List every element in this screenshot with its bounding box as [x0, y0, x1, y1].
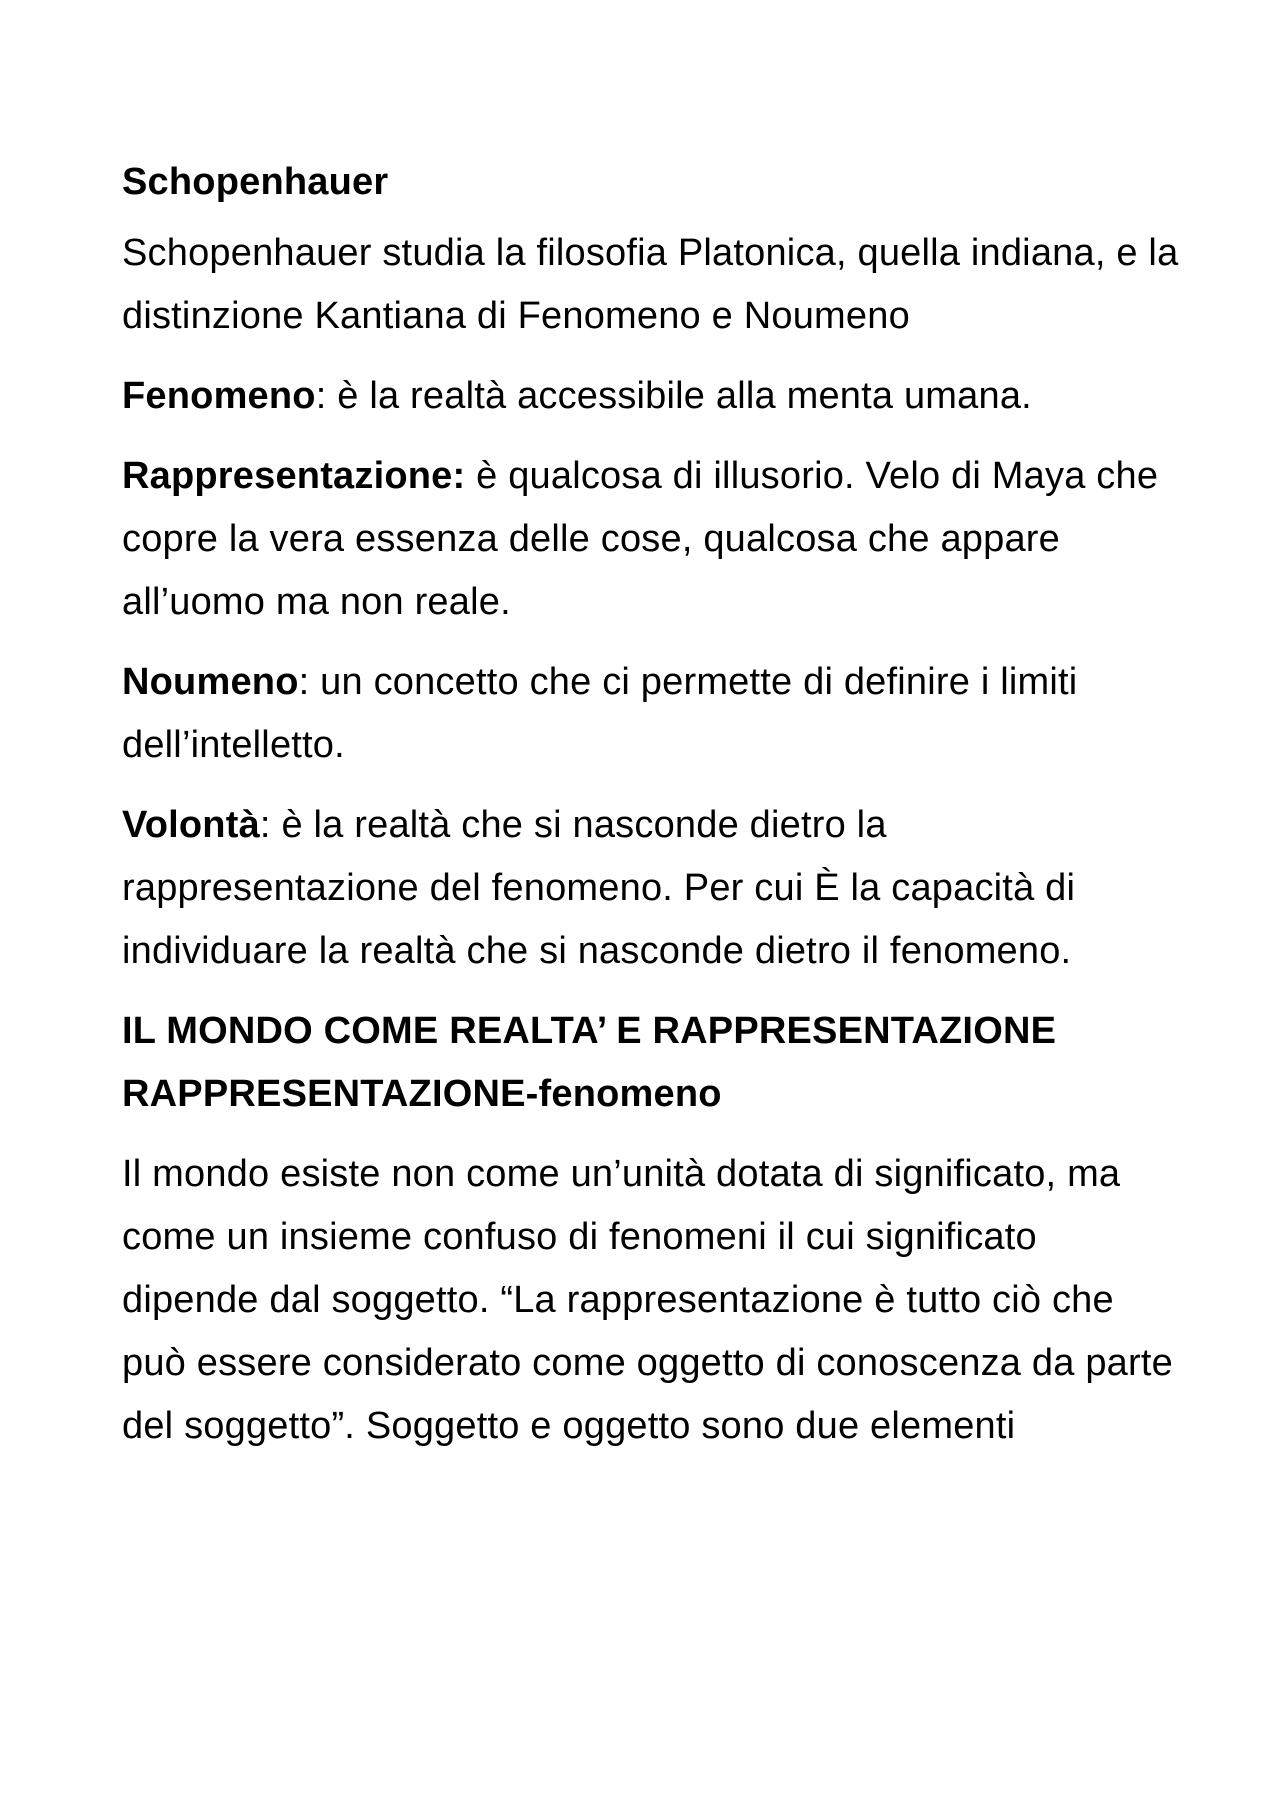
document-page — [122, 156, 1182, 1475]
definition-noumeno — [122, 651, 1182, 777]
definition-separator: : — [259, 804, 282, 846]
definition-text: un concetto che ci permette di definire i limiti dell’intelletto. — [122, 661, 1078, 766]
definition-fenomeno — [122, 365, 1182, 428]
intro-paragraph: Schopenhauer studia la filosofia Platonica, quella indiana, e la distinzione Kantiana di Fenomeno e Noumeno — [122, 232, 1179, 337]
definition-term: Noumeno — [122, 661, 299, 703]
definition-rappresentazione — [122, 445, 1182, 634]
definition-term: Volontà — [122, 804, 260, 846]
section-heading-line-2: RAPPRESENTAZIONE-fenomeno — [122, 1073, 722, 1115]
definition-separator — [465, 455, 476, 497]
section-heading-line-1: IL MONDO COME REALTA’ E RAPPRESENTAZIONE — [122, 1010, 1057, 1052]
definition-term: Rappresentazione: — [122, 455, 466, 497]
definition-separator: : — [315, 375, 338, 417]
section-heading — [122, 1000, 1182, 1126]
definition-text: è la realtà accessibile alla menta umana. — [337, 375, 1032, 417]
definition-separator: : — [298, 661, 321, 703]
definition-text: è la realtà che si nasconde dietro la rappresentazione del fenomeno. Per cui È la capacità di individuare la realtà che si nasconde dietro il fenomeno. — [122, 804, 1076, 972]
definition-volonta — [122, 794, 1182, 983]
document-title: Schopenhauer — [122, 161, 389, 203]
definition-text: è qualcosa di illusorio. Velo di Maya che copre la vera essenza delle cose, qualcosa che appare all’uomo ma non reale. — [122, 455, 1159, 623]
definition-term: Fenomeno — [122, 375, 316, 417]
section-paragraph: Il mondo esiste non come un’unità dotata di significato, ma come un insieme confuso di fenomeni il cui significato dipende dal soggetto. “La rappresentazione è tutto ciò che può essere considerato come oggetto di conoscenza da parte del soggetto”. Soggetto e oggetto sono due elementi — [122, 1153, 1173, 1447]
